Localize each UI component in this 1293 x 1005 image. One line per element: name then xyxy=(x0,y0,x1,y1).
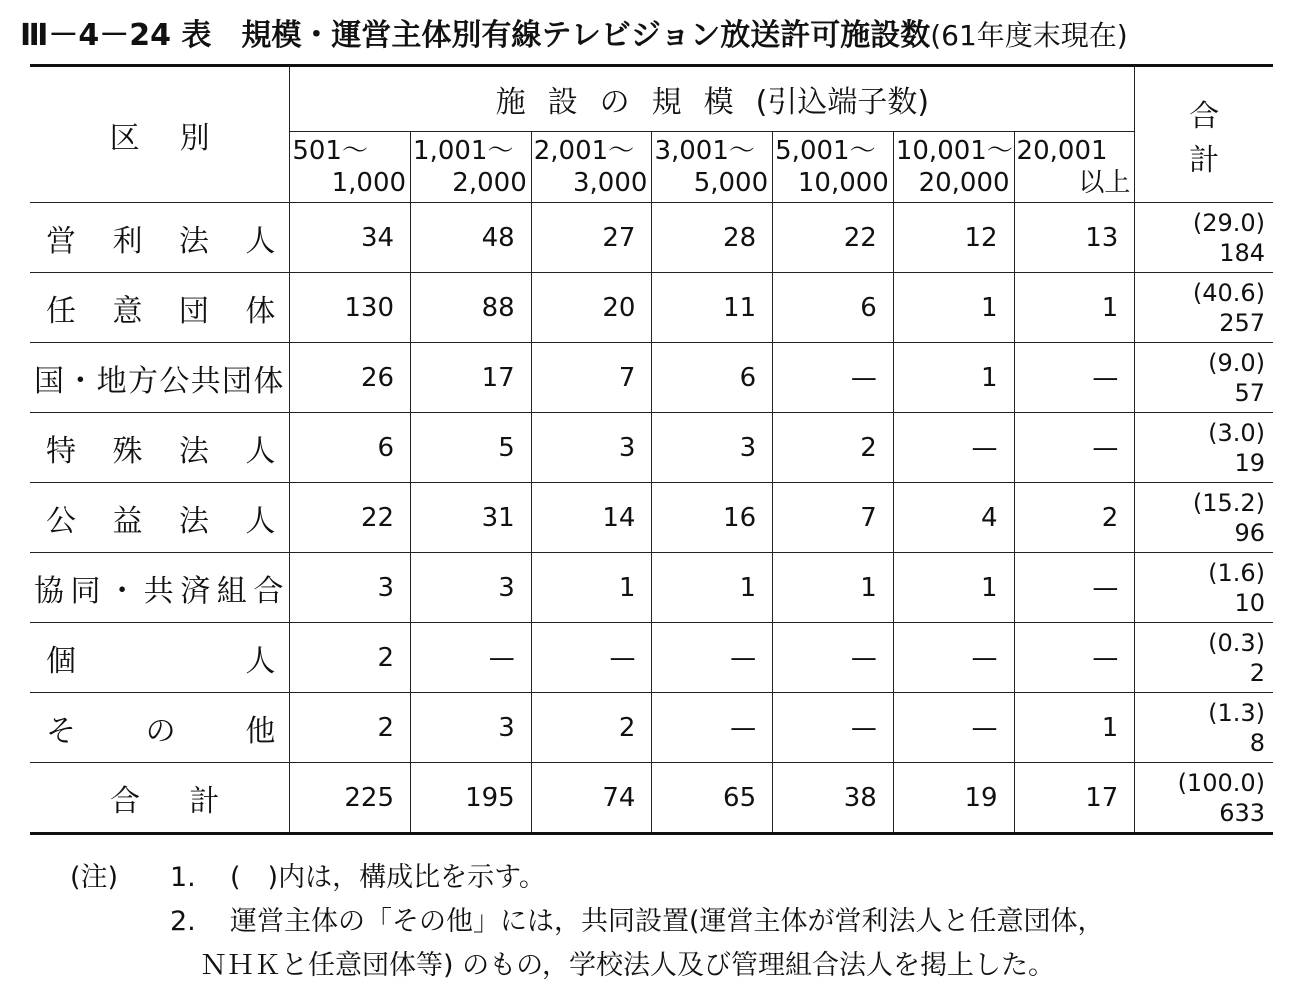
value-cell: 7 xyxy=(773,483,894,553)
value-cell: — xyxy=(411,623,532,693)
range-header-2 xyxy=(411,132,532,203)
value-cell: 19 xyxy=(893,763,1014,834)
range-header-1 xyxy=(290,132,411,203)
value-cell: — xyxy=(652,623,773,693)
table-body xyxy=(30,203,1273,834)
value-cell: 195 xyxy=(411,763,532,834)
value-cell: 225 xyxy=(290,763,411,834)
value-cell: 38 xyxy=(773,763,894,834)
total-header: 合計 xyxy=(1135,66,1273,203)
range-lower: 3,001～ xyxy=(654,136,755,166)
value-cell: 17 xyxy=(411,343,532,413)
range-upper: 10,000 xyxy=(797,168,889,198)
value-cell: 7 xyxy=(531,343,652,413)
table-row xyxy=(30,483,1273,553)
value-cell: 12 xyxy=(893,203,1014,273)
value-cell: 28 xyxy=(652,203,773,273)
total-count: 19 xyxy=(1234,448,1265,477)
value-cell: 31 xyxy=(411,483,532,553)
value-cell: 3 xyxy=(411,553,532,623)
value-cell: 4 xyxy=(893,483,1014,553)
value-cell: 1 xyxy=(1014,693,1135,763)
total-percent: (1.6) xyxy=(1208,558,1265,587)
value-cell: 88 xyxy=(411,273,532,343)
total-percent: (1.3) xyxy=(1208,698,1265,727)
table-row xyxy=(30,413,1273,483)
value-cell: 74 xyxy=(531,763,652,834)
value-cell: 1 xyxy=(893,343,1014,413)
value-cell: 2 xyxy=(531,693,652,763)
value-cell: 2 xyxy=(290,623,411,693)
value-cell: 2 xyxy=(290,693,411,763)
total-count: 633 xyxy=(1219,798,1265,827)
note-number-1: 1. xyxy=(170,862,196,893)
range-lower: 10,001～ xyxy=(895,136,1013,166)
value-cell: 22 xyxy=(290,483,411,553)
range-header-7 xyxy=(1014,132,1135,203)
value-cell: 6 xyxy=(652,343,773,413)
value-cell: 2 xyxy=(773,413,894,483)
table-row xyxy=(30,693,1273,763)
value-cell: 13 xyxy=(1014,203,1135,273)
facility-size-header-sub: (引込端子数) xyxy=(755,85,930,120)
note-mark: (注) xyxy=(70,862,119,893)
value-cell: 1 xyxy=(773,553,894,623)
note-number-2: 2. xyxy=(170,906,196,937)
range-lower: 2,001～ xyxy=(533,136,635,166)
range-header-4 xyxy=(652,132,773,203)
row-category: 協同・共済組合 xyxy=(30,553,290,623)
value-cell: 22 xyxy=(773,203,894,273)
value-cell: 2 xyxy=(1014,483,1135,553)
value-cell: 20 xyxy=(531,273,652,343)
value-cell: — xyxy=(893,623,1014,693)
total-cell xyxy=(1135,553,1273,623)
total-count: 8 xyxy=(1249,728,1265,757)
value-cell: 34 xyxy=(290,203,411,273)
table-row xyxy=(30,553,1273,623)
total-percent: (3.0) xyxy=(1208,418,1265,447)
value-cell: 11 xyxy=(652,273,773,343)
value-cell: 6 xyxy=(290,413,411,483)
value-cell: 5 xyxy=(411,413,532,483)
range-lower: 5,001～ xyxy=(775,136,876,166)
value-cell: — xyxy=(773,623,894,693)
row-category: 公益法人 xyxy=(30,483,290,553)
facility-table xyxy=(30,64,1273,835)
range-header-5 xyxy=(773,132,894,203)
row-category: 国・地方公共団体 xyxy=(30,343,290,413)
total-percent: (15.2) xyxy=(1192,488,1265,517)
value-cell: 14 xyxy=(531,483,652,553)
note-text-2: 運営主体の「その他」には，共同設置(運営主体が営利法人と任意団体， xyxy=(230,906,1105,937)
facility-table-container xyxy=(30,64,1273,835)
value-cell: 17 xyxy=(1014,763,1135,834)
total-percent: (29.0) xyxy=(1192,208,1265,237)
range-header-3 xyxy=(531,132,652,203)
row-category: 合計 xyxy=(30,763,290,834)
note-text-1: ( )内は，構成比を示す。 xyxy=(230,862,546,893)
total-percent: (0.3) xyxy=(1208,628,1265,657)
total-count: 2 xyxy=(1249,658,1265,687)
total-cell xyxy=(1135,413,1273,483)
total-count: 184 xyxy=(1219,238,1265,267)
value-cell: — xyxy=(893,413,1014,483)
range-upper: 2,000 xyxy=(452,168,527,198)
value-cell: 3 xyxy=(411,693,532,763)
total-count: 96 xyxy=(1234,518,1265,547)
total-cell xyxy=(1135,203,1273,273)
range-upper: 以上 xyxy=(1078,168,1131,198)
range-upper: 5,000 xyxy=(693,168,769,198)
total-row xyxy=(30,763,1273,834)
value-cell: — xyxy=(893,693,1014,763)
range-upper: 1,000 xyxy=(331,168,407,198)
total-percent: (40.6) xyxy=(1192,278,1265,307)
note-text-2-continued: ＮＨＫと任意団体等) のもの，学校法人及び管理組合法人を掲上した。 xyxy=(200,950,1056,981)
total-count: 257 xyxy=(1219,308,1265,337)
title-subtitle: (61年度末現在) xyxy=(930,19,1128,52)
total-percent: (100.0) xyxy=(1177,768,1265,797)
value-cell: — xyxy=(773,343,894,413)
value-cell: 16 xyxy=(652,483,773,553)
range-lower: 1,001～ xyxy=(413,136,514,166)
table-row xyxy=(30,203,1273,273)
row-category: その他 xyxy=(30,693,290,763)
value-cell: 3 xyxy=(652,413,773,483)
range-lower: 501～ xyxy=(292,136,368,166)
table-row xyxy=(30,273,1273,343)
total-count: 10 xyxy=(1234,588,1265,617)
value-cell: 3 xyxy=(290,553,411,623)
total-cell xyxy=(1135,693,1273,763)
value-cell: — xyxy=(531,623,652,693)
facility-size-header xyxy=(290,66,1135,132)
total-cell xyxy=(1135,623,1273,693)
total-count: 57 xyxy=(1234,378,1265,407)
value-cell: — xyxy=(1014,623,1135,693)
title-main: Ⅲ－4－24 表 規模・運営主体別有線テレビジョン放送許可施設数 xyxy=(20,18,931,53)
range-header-6 xyxy=(893,132,1014,203)
row-category: 個人 xyxy=(30,623,290,693)
value-cell: 1 xyxy=(1014,273,1135,343)
value-cell: — xyxy=(652,693,773,763)
row-category: 特殊法人 xyxy=(30,413,290,483)
value-cell: 48 xyxy=(411,203,532,273)
value-cell: 3 xyxy=(531,413,652,483)
value-cell: 26 xyxy=(290,343,411,413)
range-upper: 3,000 xyxy=(573,168,648,198)
range-lower: 20,001 xyxy=(1016,136,1108,166)
range-upper: 20,000 xyxy=(918,168,1010,198)
table-row xyxy=(30,343,1273,413)
value-cell: 27 xyxy=(531,203,652,273)
value-cell: 65 xyxy=(652,763,773,834)
value-cell: 1 xyxy=(652,553,773,623)
value-cell: — xyxy=(1014,413,1135,483)
value-cell: 1 xyxy=(893,273,1014,343)
value-cell: 6 xyxy=(773,273,894,343)
category-header: 区別 xyxy=(30,66,290,203)
page-title xyxy=(20,10,1128,62)
table-row xyxy=(30,623,1273,693)
row-category: 営利法人 xyxy=(30,203,290,273)
value-cell: 1 xyxy=(893,553,1014,623)
value-cell: — xyxy=(1014,553,1135,623)
total-cell xyxy=(1135,343,1273,413)
row-category: 任意団体 xyxy=(30,273,290,343)
facility-size-header-main: 施設の規模 xyxy=(495,85,756,120)
value-cell: — xyxy=(773,693,894,763)
value-cell: 1 xyxy=(531,553,652,623)
value-cell: — xyxy=(1014,343,1135,413)
total-percent: (9.0) xyxy=(1208,348,1265,377)
value-cell: 130 xyxy=(290,273,411,343)
total-cell xyxy=(1135,273,1273,343)
total-cell xyxy=(1135,763,1273,834)
total-cell xyxy=(1135,483,1273,553)
